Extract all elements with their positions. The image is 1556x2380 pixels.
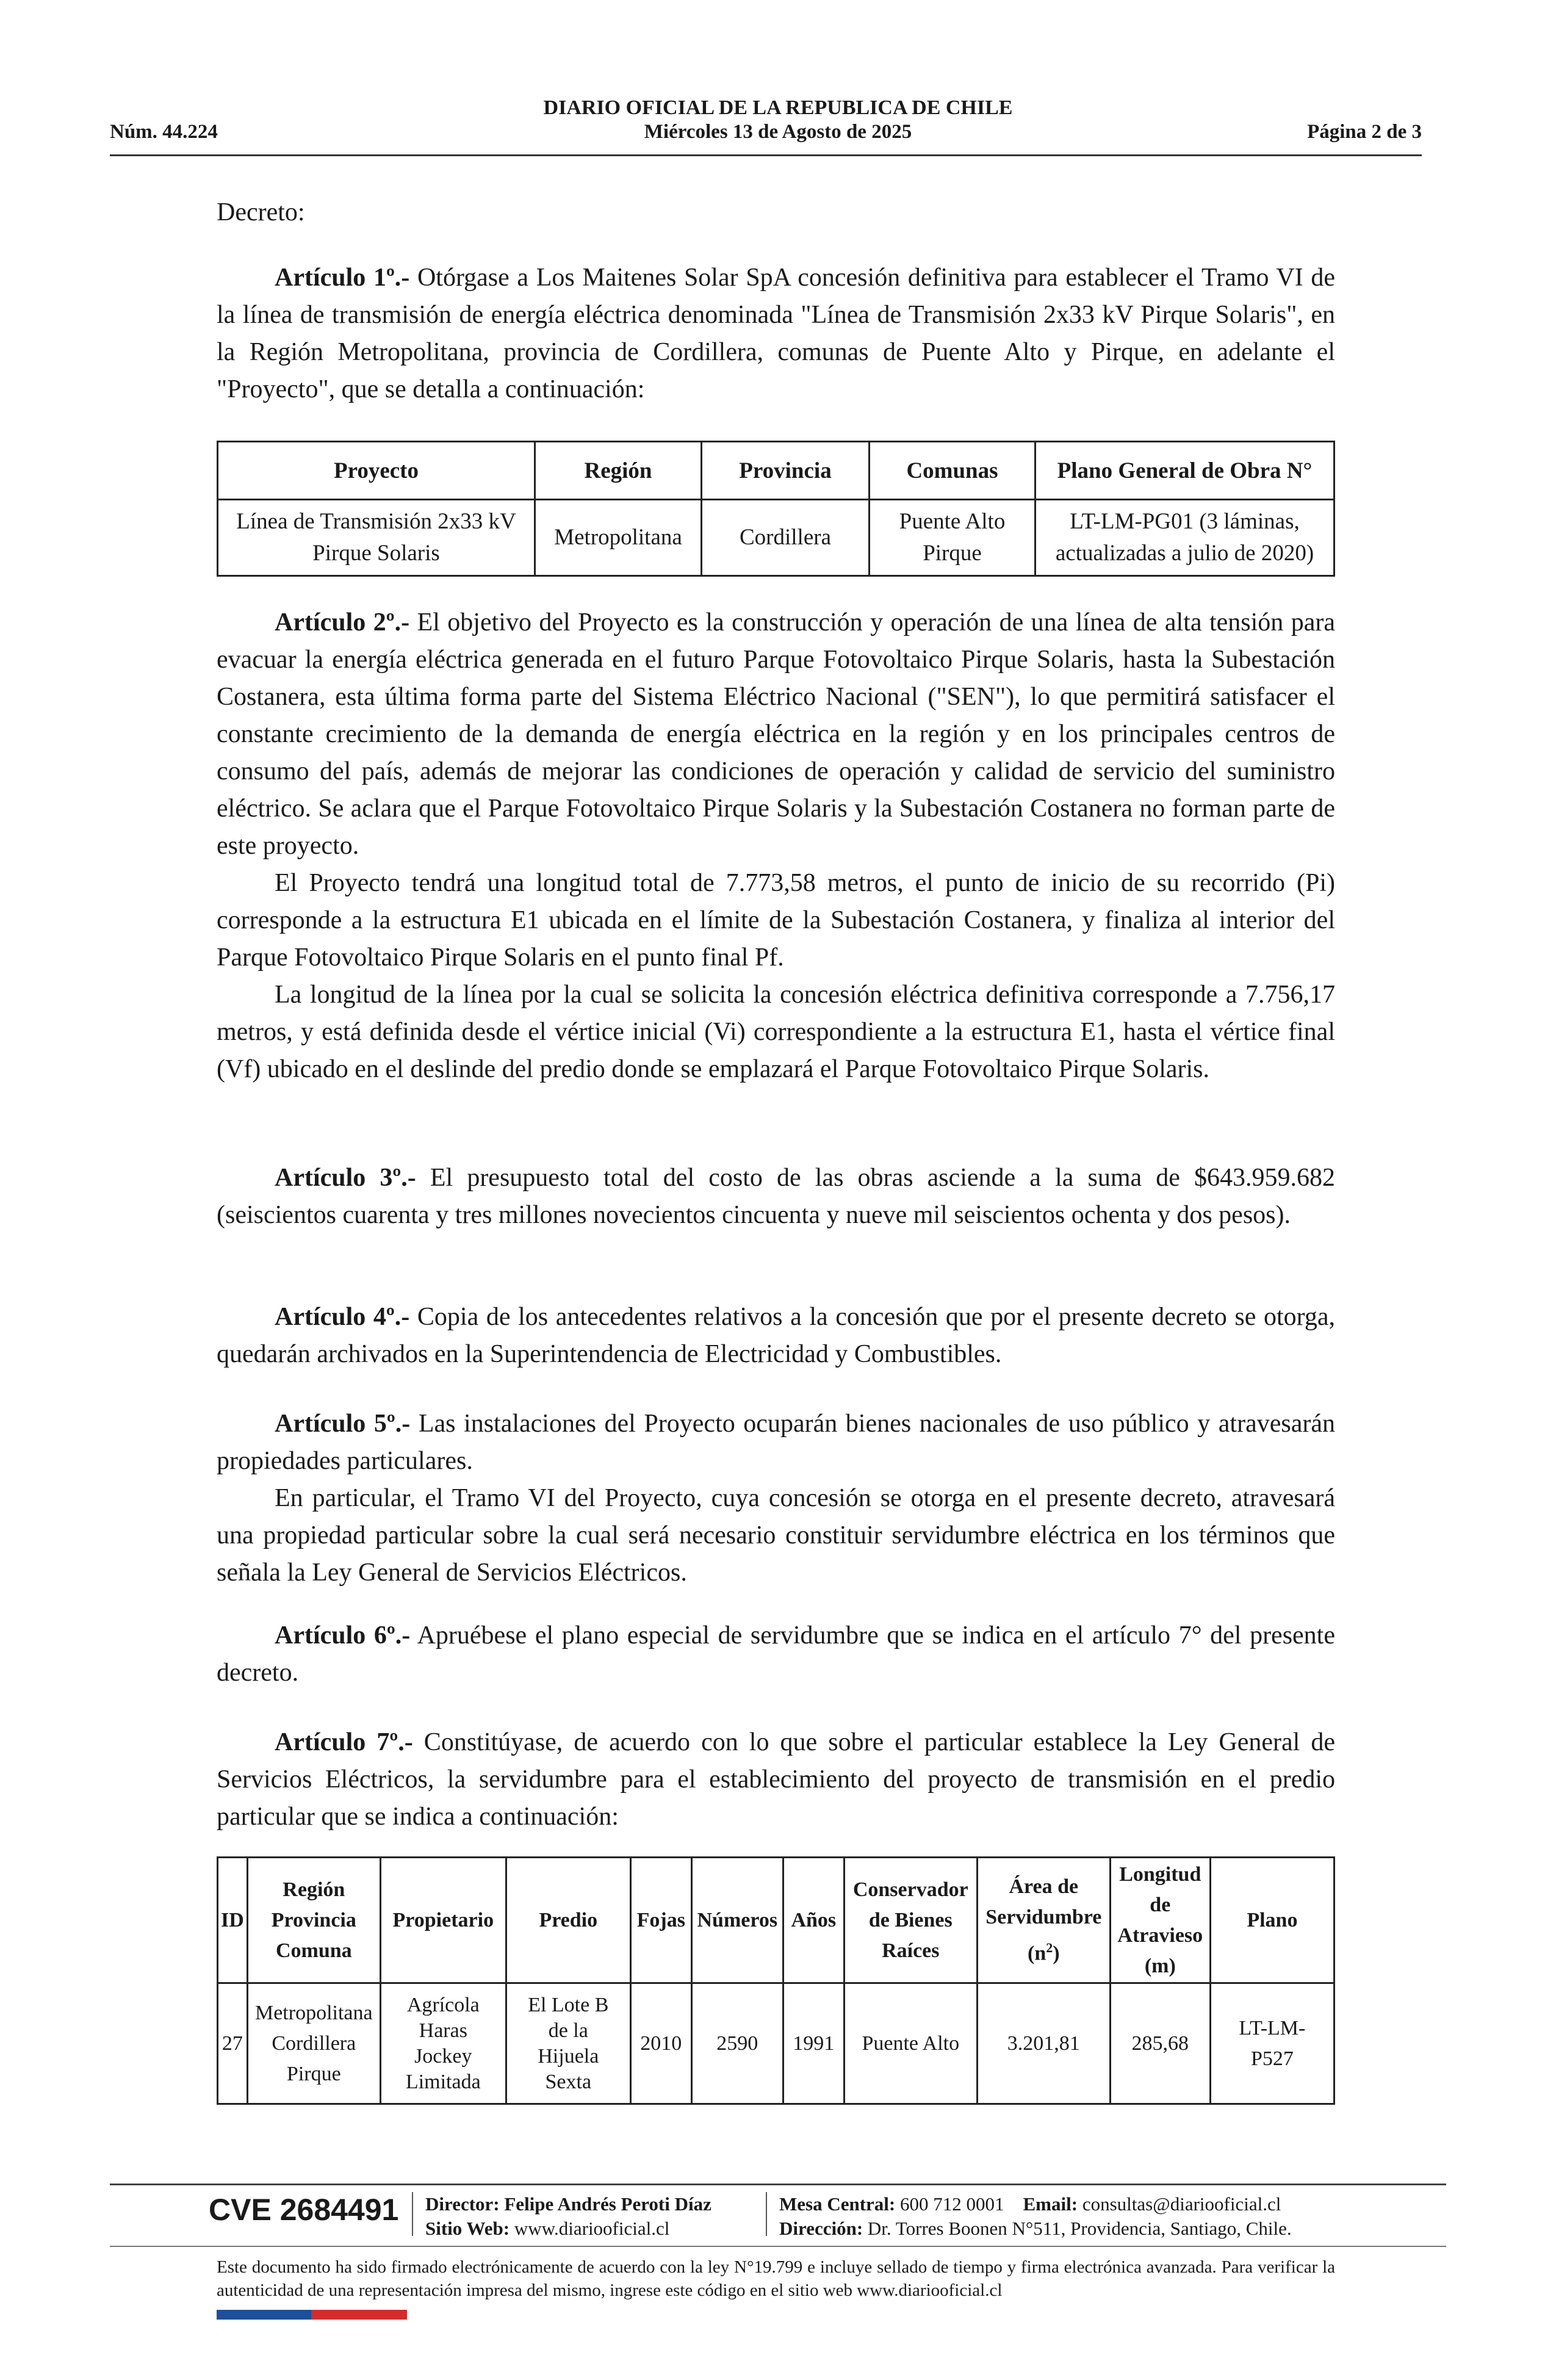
cell-plano-line2: P527 (1250, 2047, 1294, 2070)
col-propietario: Propietario (380, 1858, 506, 1983)
col-fojas: Fojas (630, 1858, 691, 1983)
table-row (218, 1983, 1334, 2104)
cell-prop-line1: Agrícola (406, 1993, 480, 2016)
flag-bar-blue (217, 2310, 311, 2320)
article-2-paragraph-2: El Proyecto tendrá una longitud total de 7.773,58 metros, el punto de inicio de su recorrido (Pi) corresponde a la estructura E1 ubicada en el límite de la Subestación Costanera, y finaliza al interior del Parque Fotovoltaico Pirque Solaris en el punto final Pf. (217, 869, 1335, 972)
col-proyecto: Proyecto (218, 442, 535, 500)
table-row (218, 500, 1334, 576)
cell-plano-line2: actualizadas a julio de 2020) (1055, 541, 1314, 566)
legal-notice: Este documento ha sido firmado electrónicamente de acuerdo con la ley N°19.799 e incluye sellado de tiempo y firma electrónica avanzada. Para verificar la autenticidad de una representación impresa del mismo, ingrese este código en el sitio web www.diariooficial.cl (217, 2257, 1335, 2300)
article-6-text: Apruébese el plano especial de servidumbre que se indica en el artículo 7° del presente decreto. (217, 1621, 1335, 1687)
article-6-label: Artículo 6º.- (275, 1621, 411, 1650)
h-long-line1: Longitud (1119, 1863, 1201, 1886)
sitio-web-link[interactable]: www.diariooficial.cl (514, 2218, 670, 2239)
h-region-line2: Provincia (271, 1908, 356, 1931)
issue-number: Núm. 44.224 (110, 121, 218, 143)
h-area-unit-sup: 2 (1046, 1939, 1053, 1955)
cell-predio-line4: Sexta (545, 2070, 592, 2093)
cell-predio-line2: de la (548, 2019, 588, 2042)
h-region-line1: Región (283, 1878, 345, 1901)
col-comunas: Comunas (870, 442, 1036, 500)
h-cons-line3: Raíces (882, 1939, 940, 1962)
footer-director-block (425, 2192, 711, 2241)
h-area-line1: Área de (1009, 1875, 1079, 1898)
col-plano: Plano (1210, 1858, 1334, 1983)
article-5-text: Las instalaciones del Proyecto ocuparán bienes nacionales de uso público y atravesarán propiedades particulares. (217, 1410, 1335, 1475)
email-label: Email: (1023, 2193, 1078, 2215)
h-long-line3: Atravieso (1117, 1924, 1203, 1947)
cell-numeros: 2590 (691, 1983, 783, 2104)
cell-plano (1210, 1983, 1334, 2104)
cell-region (247, 1983, 380, 2104)
h-region-line3: Comuna (275, 1939, 352, 1962)
article-4 (217, 1299, 1335, 1373)
article-1-label: Artículo 1º.- (275, 264, 410, 292)
footer-separator (766, 2192, 767, 2236)
cell-anos: 1991 (783, 1983, 844, 2104)
cell-predio-line1: El Lote B (528, 1993, 609, 2016)
cell-comuna-line2: Pirque (923, 541, 982, 566)
mesa-label: Mesa Central: (779, 2193, 896, 2215)
article-3-text: El presupuesto total del costo de las obras asciende a la suma de $643.959.682 (seiscientos cuarenta y tres millones novecientos cincuenta y nueve mil seiscientos ochenta y dos pesos). (217, 1164, 1335, 1229)
article-7 (217, 1724, 1335, 1836)
article-5 (217, 1405, 1335, 1480)
article-5-label: Artículo 5º.- (275, 1410, 411, 1438)
col-predio: Predio (506, 1858, 630, 1983)
col-area (977, 1858, 1110, 1983)
cell-propietario (380, 1983, 506, 2104)
cell-plano-line1: LT-LM- (1239, 2016, 1306, 2039)
col-region: Región (535, 442, 702, 500)
col-anos: Años (783, 1858, 844, 1983)
article-4-label: Artículo 4º.- (275, 1303, 410, 1331)
servidumbre-table-header (218, 1858, 1334, 1983)
h-long-line4: (m) (1144, 1954, 1176, 1977)
cell-plano (1036, 500, 1334, 576)
h-cons-line2: de Bienes (868, 1908, 953, 1931)
col-longitud (1110, 1858, 1210, 1983)
footer-divider-bottom (110, 2246, 1446, 2247)
cell-predio-line3: Hijuela (538, 2044, 599, 2068)
footer-separator (412, 2192, 413, 2236)
col-region-provincia-comuna (247, 1858, 380, 1983)
cell-prop-line3: Jockey (414, 2044, 472, 2068)
sitio-label: Sitio Web: (425, 2218, 510, 2239)
email-link[interactable]: consultas@diariooficial.cl (1082, 2193, 1281, 2215)
article-1 (217, 259, 1335, 408)
header-divider (110, 154, 1422, 156)
article-7-text: Constitúyase, de acuerdo con lo que sobre el particular establece la Ley General de Servicios Eléctricos, la servidumbre para el establecimiento del proyecto de transmisión en el predio particular que se indica a continuación: (217, 1728, 1335, 1831)
cell-id: 27 (218, 1983, 248, 2104)
director-name: Felipe Andrés Peroti Díaz (504, 2193, 711, 2215)
article-4-text: Copia de los antecedentes relativos a la concesión que por el presente decreto se otorga, quedarán archivados en la Superintendencia de Electricidad y Combustibles. (217, 1303, 1335, 1368)
mesa-phone: 600 712 0001 (900, 2193, 1004, 2215)
col-plano: Plano General de Obra N° (1036, 442, 1334, 500)
article-5-paragraph-2: En particular, el Tramo VI del Proyecto, cuya concesión se otorga en el presente decreto, atravesará una propiedad particular sobre la cual será necesario constituir servidumbre eléctrica en los términos que señala la Ley General de Servicios Eléctricos. (217, 1484, 1335, 1587)
director-label: Director: (425, 2193, 500, 2215)
cell-comunas (870, 500, 1036, 576)
article-2-label: Artículo 2º.- (275, 608, 410, 636)
flag-bar-red (311, 2310, 407, 2320)
article-6 (217, 1617, 1335, 1692)
h-area-unit-close: ) (1053, 1942, 1060, 1965)
article-3 (217, 1159, 1335, 1234)
col-numeros: Números (691, 1858, 783, 1983)
h-area-line2: Servidumbre (985, 1905, 1102, 1928)
direccion-value: Dr. Torres Boonen N°511, Providencia, Santiago, Chile. (867, 2218, 1292, 2239)
cell-longitud: 285,68 (1110, 1983, 1210, 2104)
footer-divider-top (110, 2183, 1446, 2185)
cell-area: 3.201,81 (977, 1983, 1110, 2104)
cell-comuna-line1: Puente Alto (899, 509, 1006, 534)
servidumbre-table (217, 1856, 1335, 2105)
col-provincia: Provincia (702, 442, 870, 500)
newspaper-title: DIARIO OFICIAL DE LA REPUBLICA DE CHILE (543, 96, 1013, 119)
direccion-label: Dirección: (779, 2218, 863, 2239)
cell-fojas: 2010 (630, 1983, 691, 2104)
article-2-text: El objetivo del Proyecto es la construcción y operación de una línea de alta tensión para evacuar la energía eléctrica generada en el futuro Parque Fotovoltaico Pirque Solaris, hasta la Subestación Costanera, esta última forma parte del Sistema Eléctrico Nacional ("SEN"), lo que permitirá satisfacer el constante crecimiento de la demanda de energía eléctrica en la región y en los principales centros de consumo del país, además de mejorar las condiciones de operación y calidad de servicio del suministro eléctrico. Se aclara que el Parque Fotovoltaico Pirque Solaris y la Subestación Costanera no forman parte de este proyecto. (217, 608, 1335, 860)
cell-prop-line4: Limitada (405, 2070, 481, 2093)
decreto-label: Decreto: (217, 198, 305, 226)
cell-prop-line2: Haras (419, 2019, 467, 2042)
cell-proyecto-line2: Pirque Solaris (312, 541, 440, 566)
cell-conservador: Puente Alto (844, 1983, 977, 2104)
col-conservador (844, 1858, 977, 1983)
col-id: ID (218, 1858, 248, 1983)
article-3-label: Artículo 3º.- (275, 1164, 416, 1192)
h-cons-line1: Conservador (852, 1878, 968, 1901)
cell-region-line3: Pirque (286, 2062, 341, 2085)
cell-region: Metropolitana (535, 500, 702, 576)
article-1-text: Otórgase a Los Maitenes Solar SpA concesión definitiva para establecer el Tramo VI de la línea de transmisión de energía eléctrica denominada "Línea de Transmisión 2x33 kV Pirque Solaris", en la Región Metropolitana, provincia de Cordillera, comunas de Puente Alto y Pirque, en adelante el "Proyecto", que se detalla a continuación: (217, 264, 1335, 403)
h-long-line2: de (1150, 1893, 1171, 1916)
project-table (217, 441, 1335, 577)
cell-region-line2: Cordillera (272, 2032, 356, 2055)
cell-proyecto (218, 500, 535, 576)
cell-proyecto-line1: Línea de Transmisión 2x33 kV (236, 509, 516, 534)
cell-provincia: Cordillera (702, 500, 870, 576)
project-table-header (218, 442, 1334, 500)
h-area-unit-open: (n (1028, 1942, 1046, 1965)
cell-predio (506, 1983, 630, 2104)
article-2-paragraph-3: La longitud de la línea por la cual se solicita la concesión eléctrica definitiva corresponde a 7.756,17 metros, y está definida desde el vértice inicial (Vi) correspondiente a la estructura E1, hasta el vértice final (Vf) ubicado en el deslinde del predio donde se emplazará el Parque Fotovoltaico Pirque Solaris. (217, 981, 1335, 1083)
cell-region-line1: Metropolitana (254, 2001, 373, 2024)
article-2 (217, 604, 1335, 865)
page-indicator: Página 2 de 3 (1307, 121, 1422, 143)
issue-date: Miércoles 13 de Agosto de 2025 (644, 121, 912, 143)
footer-contact-block (779, 2192, 1292, 2241)
article-7-label: Artículo 7º.- (275, 1728, 413, 1756)
cve-code: CVE 2684491 (209, 2193, 399, 2227)
cell-plano-line1: LT-LM-PG01 (3 láminas, (1070, 509, 1300, 534)
